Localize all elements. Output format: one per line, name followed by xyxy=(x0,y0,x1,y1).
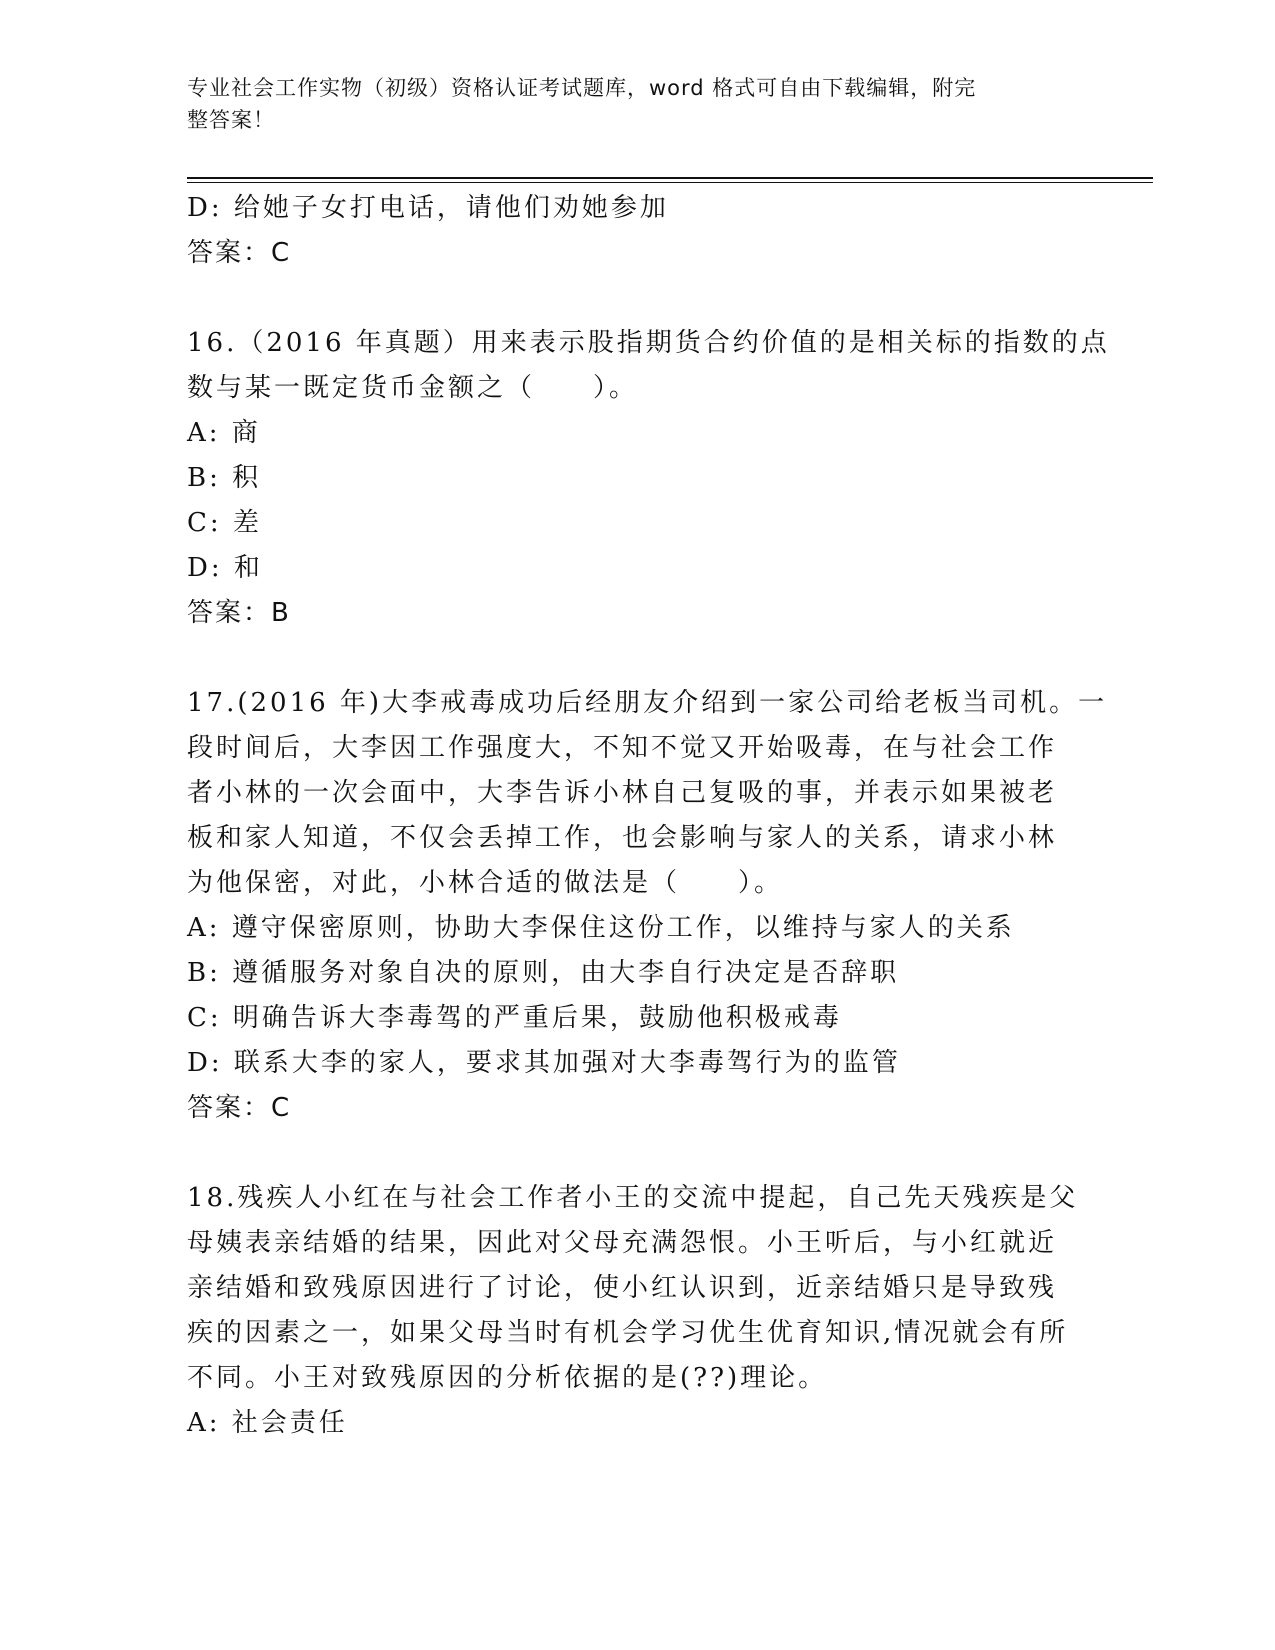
option-b: B: 积 xyxy=(187,463,262,493)
question-stem-line: 16.（2016 年真题）用来表示股指期货合约价值的是相关标的指数的点 xyxy=(187,328,1110,358)
spacer xyxy=(187,276,1087,321)
question-stem-line: 段时间后，大李因工作强度大，不知不觉又开始吸毒，在与社会工作 xyxy=(187,733,1058,763)
previous-question xyxy=(187,186,1087,276)
option-d: D: 和 xyxy=(187,553,263,583)
document-body xyxy=(187,186,1110,1446)
question-stem-line: 为他保密，对此，小林合适的做法是（ ）。 xyxy=(187,868,784,898)
option-c: C: 差 xyxy=(187,508,262,538)
question-stem-line: 板和家人知道，不仅会丢掉工作，也会影响与家人的关系，请求小林 xyxy=(187,823,1058,853)
question-stem-line: 不同。小王对致残原因的分析依据的是(??)理论。 xyxy=(187,1363,828,1393)
question-stem-line: 母姨表亲结婚的结果，因此对父母充满怨恨。小王听后，与小红就近 xyxy=(187,1228,1058,1258)
question-18 xyxy=(187,1176,1087,1446)
page-header xyxy=(187,72,1067,136)
spacer xyxy=(187,636,1087,681)
answer: 答案：C xyxy=(187,1093,292,1123)
header-divider-thin xyxy=(187,182,1153,183)
question-stem-line: 18.残疾人小红在与社会工作者小王的交流中提起，自己先天残疾是父 xyxy=(187,1183,1079,1213)
header-line-1: 专业社会工作实物（初级）资格认证考试题库，word 格式可自由下载编辑，附完 xyxy=(187,76,977,100)
question-stem-line: 疾的因素之一，如果父母当时有机会学习优生优育知识,情况就会有所 xyxy=(187,1318,1069,1348)
question-stem-line: 者小林的一次会面中，大李告诉小林自己复吸的事，并表示如果被老 xyxy=(187,778,1058,808)
option-a: A: 遵守保密原则，协助大李保住这份工作，以维持与家人的关系 xyxy=(187,913,1015,943)
option-c: C: 明确告诉大李毒驾的严重后果，鼓励他积极戒毒 xyxy=(187,1003,842,1033)
header-line-2: 整答案！ xyxy=(187,108,275,132)
option-d: D: 给她子女打电话，请他们劝她参加 xyxy=(187,193,669,223)
header-divider-thick xyxy=(187,177,1153,179)
question-stem-line: 亲结婚和致残原因进行了讨论，使小红认识到，近亲结婚只是导致残 xyxy=(187,1273,1058,1303)
spacer xyxy=(187,1131,1087,1176)
option-a: A: 商 xyxy=(187,418,261,448)
answer: 答案：B xyxy=(187,598,291,628)
question-stem-line: 数与某一既定货币金额之（ ）。 xyxy=(187,373,639,403)
question-17 xyxy=(187,681,1108,1131)
answer: 答案：C xyxy=(187,238,292,268)
option-d: D: 联系大李的家人，要求其加强对大李毒驾行为的监管 xyxy=(187,1048,901,1078)
option-b: B: 遵循服务对象自决的原则，由大李自行决定是否辞职 xyxy=(187,958,900,988)
question-16 xyxy=(187,321,1110,636)
question-stem-line: 17.(2016 年)大李戒毒成功后经朋友介绍到一家公司给老板当司机。一 xyxy=(187,688,1108,718)
option-a: A: 社会责任 xyxy=(187,1408,348,1438)
